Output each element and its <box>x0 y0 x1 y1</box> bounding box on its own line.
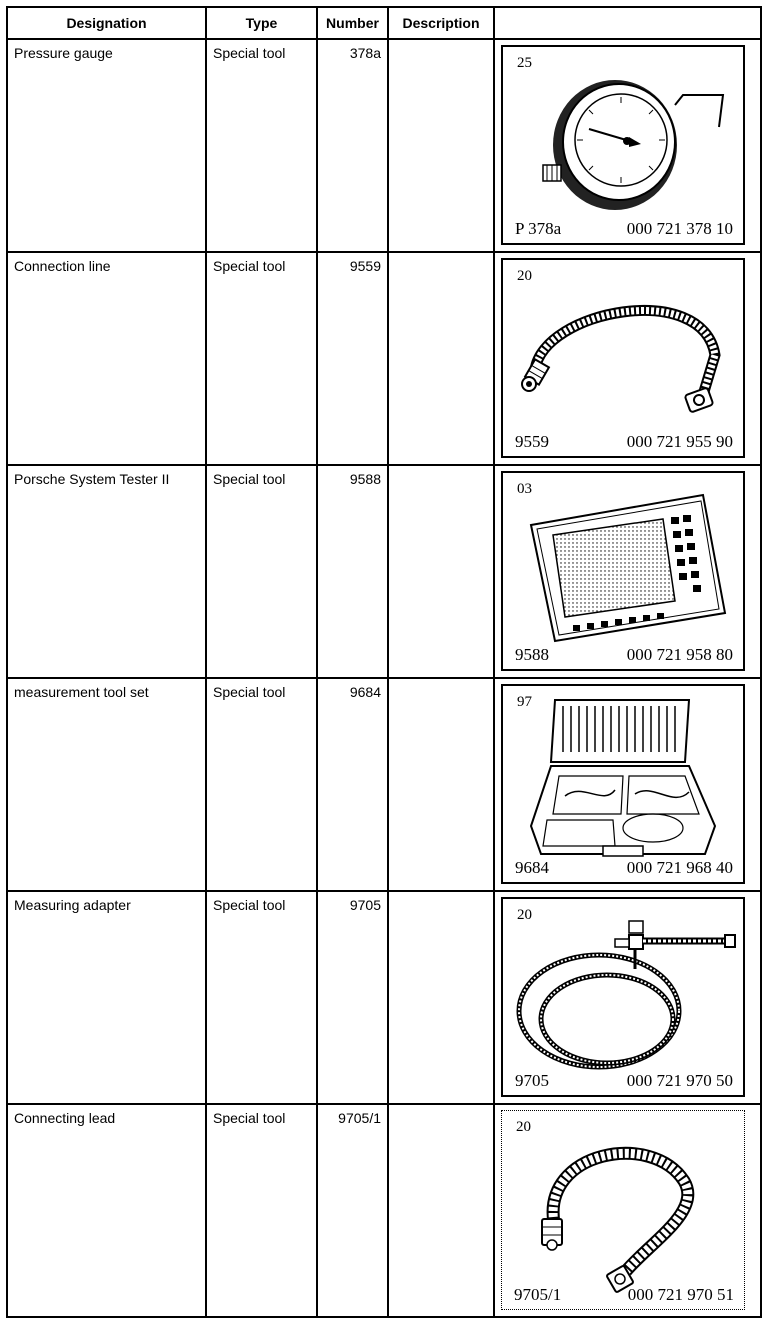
tool-figure <box>501 258 745 458</box>
figure-part-number: 000 721 378 10 <box>626 219 733 238</box>
system-tester-illustration <box>503 473 747 673</box>
tool-set-case-illustration <box>503 686 747 886</box>
type-cell: Special tool <box>206 1104 317 1317</box>
type-cell: Special tool <box>206 39 317 252</box>
designation-cell: Connection line <box>7 252 206 465</box>
figure-caption <box>515 432 733 452</box>
table-header-row <box>7 7 761 39</box>
figure-part-number: 000 721 968 40 <box>626 858 733 877</box>
description-cell <box>388 252 494 465</box>
type-cell: Special tool <box>206 678 317 891</box>
connecting-lead-illustration <box>502 1111 746 1311</box>
figure-code: 20 <box>516 1119 531 1135</box>
tool-figure <box>501 45 745 245</box>
table-row <box>7 465 761 678</box>
table-row <box>7 678 761 891</box>
tool-figure <box>501 897 745 1097</box>
figure-caption <box>515 1071 733 1091</box>
type-cell: Special tool <box>206 252 317 465</box>
number-cell: 9705 <box>317 891 388 1104</box>
table-row <box>7 891 761 1104</box>
image-cell <box>494 465 761 678</box>
designation-cell: Connecting lead <box>7 1104 206 1317</box>
measuring-adapter-illustration <box>503 899 747 1099</box>
figure-code: 97 <box>517 694 532 710</box>
special-tools-table <box>6 6 762 1318</box>
tool-figure <box>501 1110 745 1310</box>
designation-cell: measurement tool set <box>7 678 206 891</box>
header-type: Type <box>206 7 317 39</box>
figure-caption <box>515 858 733 878</box>
figure-code: 03 <box>517 481 532 497</box>
number-cell: 9588 <box>317 465 388 678</box>
tool-figure <box>501 471 745 671</box>
header-designation: Designation <box>7 7 206 39</box>
image-cell <box>494 39 761 252</box>
figure-code: 20 <box>517 907 532 923</box>
description-cell <box>388 678 494 891</box>
pressure-gauge-illustration <box>503 47 747 247</box>
table-row <box>7 252 761 465</box>
figure-label: 9705/1 <box>514 1285 562 1304</box>
designation-cell: Porsche System Tester II <box>7 465 206 678</box>
header-image <box>494 7 761 39</box>
image-cell <box>494 1104 761 1317</box>
number-cell: 9705/1 <box>317 1104 388 1317</box>
image-cell <box>494 891 761 1104</box>
image-cell <box>494 678 761 891</box>
table-row <box>7 39 761 252</box>
figure-part-number: 000 721 970 51 <box>627 1285 734 1304</box>
figure-label: 9559 <box>515 432 549 451</box>
number-cell: 9684 <box>317 678 388 891</box>
figure-code: 25 <box>517 55 532 71</box>
figure-caption <box>514 1285 734 1305</box>
number-cell: 378a <box>317 39 388 252</box>
description-cell <box>388 39 494 252</box>
figure-label: 9684 <box>515 858 549 877</box>
header-number: Number <box>317 7 388 39</box>
description-cell <box>388 1104 494 1317</box>
tool-figure <box>501 684 745 884</box>
description-cell <box>388 465 494 678</box>
figure-label: 9588 <box>515 645 549 664</box>
table-row <box>7 1104 761 1317</box>
figure-caption <box>515 219 733 239</box>
figure-code: 20 <box>517 268 532 284</box>
header-description: Description <box>388 7 494 39</box>
type-cell: Special tool <box>206 465 317 678</box>
designation-cell: Measuring adapter <box>7 891 206 1104</box>
figure-part-number: 000 721 970 50 <box>626 1071 733 1090</box>
figure-label: 9705 <box>515 1071 549 1090</box>
image-cell <box>494 252 761 465</box>
figure-part-number: 000 721 958 80 <box>626 645 733 664</box>
type-cell: Special tool <box>206 891 317 1104</box>
figure-part-number: 000 721 955 90 <box>626 432 733 451</box>
number-cell: 9559 <box>317 252 388 465</box>
figure-caption <box>515 645 733 665</box>
connection-line-illustration <box>503 260 747 460</box>
description-cell <box>388 891 494 1104</box>
designation-cell: Pressure gauge <box>7 39 206 252</box>
figure-label: P 378a <box>515 219 562 238</box>
